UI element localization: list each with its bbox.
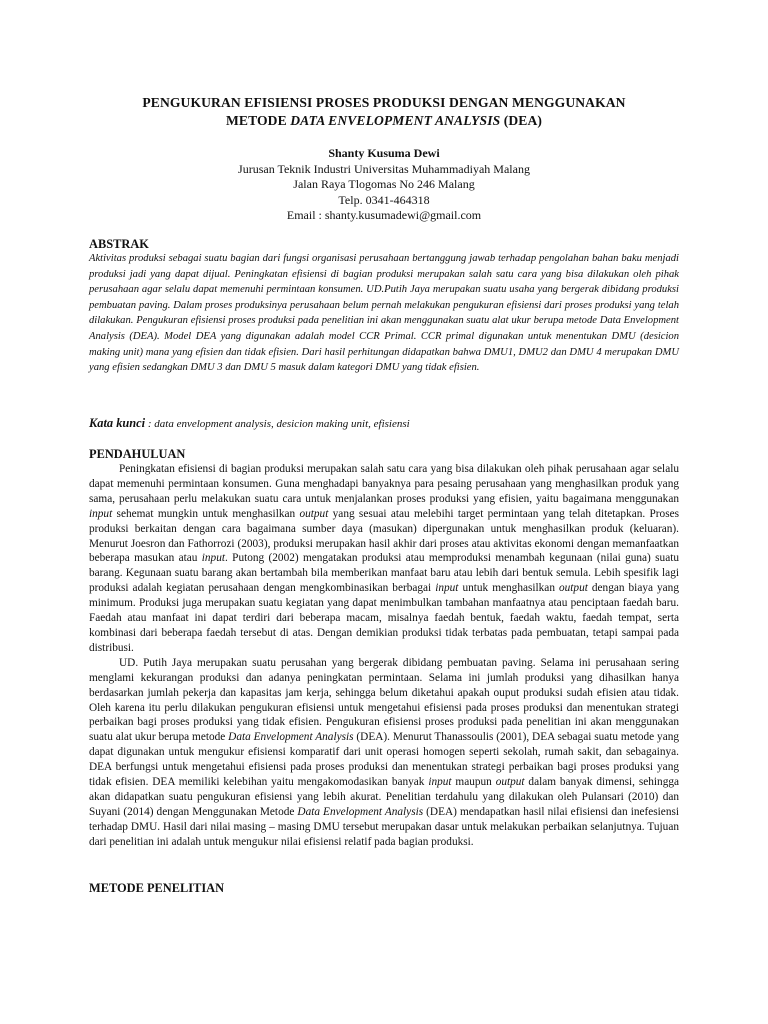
keywords	[89, 416, 679, 432]
paper-title	[60, 94, 708, 130]
introduction-heading: PENDAHULUAN	[89, 447, 186, 461]
keywords-value: : data envelopment analysis, desicion making unit, efisiensi	[145, 418, 410, 430]
abstract-text: Aktivitas produksi sebagai suatu bagian dari fungsi organisasi perusahaan bertanggung jawab terhadap pengolahan bahan baku menjadi produksi jadi yang dapat dijual. Peningkatan efisiensi di bagian produksi merupakan salah satu cara yang bisa dilakukan oleh pihak perusahaan agar selalu dapat memenuhi permintaan konsumen. UD.Putih Jaya merupakan suatu usaha yang bergerak dibidang produksi pembuatan paving. Dalam proses produksinya perusahaan belum pernah melakukan pengukuran efisiensi dari proses produksi yang telah dilakukan. Pengukuran efisiensi proses produksi pada penelitian ini akan menggunakan suatu alat ukur berupa metode Data Envelopment Analysis (DEA). Model DEA yang digunakan adalah model CCR Primal. CCR primal digunakan untuk menentukan DMU (desicion making unit) mana yang efisien dan tidak efisien. Dari hasil perhitungan didapatkan bahwa DMU1, DMU2 dan DMU 4 merupakan DMU yang efisien sedangkan DMU 3 dan DMU 5 masuk dalam kategori DMU yang tidak efisien.	[89, 253, 679, 374]
abstract-heading: ABSTRAK	[89, 237, 149, 251]
author-name: Shanty Kusuma Dewi	[328, 146, 440, 160]
author-phone: Telp. 0341-464318	[338, 192, 430, 207]
author-affiliation: Jurusan Teknik Industri Universitas Muhammadiyah Malang	[238, 161, 530, 176]
introduction-body	[89, 462, 679, 850]
author-block	[60, 146, 708, 224]
title-line-2: METODE DATA ENVELOPMENT ANALYSIS (DEA)	[225, 113, 543, 128]
introduction-paragraph-2: UD. Putih Jaya merupakan suatu perusahan yang bergerak dibidang pembuatan paving. Selama ini perusahaan sering menglami kekurangan produksi dan adanya peningkatan permintaan. Selama ini jumlah produksi yang dihasilkan hanya berdasarkan jumlah pekerja dan kapasitas jam kerja, sehingga belum diketahui apakah ouput produksi sudah efisien atau tidak. Oleh karena itu perlu dilakukan pengukuran efisiensi untuk mengetahui efisiensi pada proses produksi dan menentukan strategi perbaikan bagi proses produksi yang tidak efisien. Pengukuran efisiensi proses produksi pada penelitian ini akan menggunakan suatu alat ukur berupa metode Data Envelopment Analysis (DEA). Menurut Thanassoulis (2001), DEA sebagai suatu metode yang dapat digunakan untuk mengukur efisiensi komparatif dari unit operasi homogen seperti sekolah, rumah sakit, dan sebagainya. DEA berfungsi untuk mengetahui efisiensi pada proses produksi dan menentukan strategi perbaikan bagi proses produksi yang tidak efisien. DEA memiliki kelebihan yaitu mengakomodasikan banyak input maupun output dalam banyak dimensi, sehingga akan didapatkan suatu pengukuran efisiensi yang lebih akurat. Penelitian terdahulu yang dilakukan oleh Pulansari (2010) dan Suyani (2014) dengan Menggunakan Metode Data Envelopment Analysis (DEA) mendapatkan hasil nilai efisiensi dan inefesiensi terhadap DMU. Hasil dari nilai masing – masing DMU tersebut merupakan dasar untuk melakukan perbaikan selanjutnya. Tujuan dari penelitian ini adalah untuk mengukur nilai efisiensi relatif pada bagian produksi.	[89, 656, 680, 848]
methods-heading: METODE PENELITIAN	[89, 881, 225, 895]
author-email: Email : shanty.kusumadewi@gmail.com	[286, 208, 482, 222]
author-address: Jalan Raya Tlogomas No 246 Malang	[293, 177, 475, 191]
introduction-paragraph-1: Peningkatan efisiensi di bagian produksi merupakan salah satu cara yang bisa dilakukan oleh pihak perusahaan agar selalu dapat memenuhi permintaan konsumen. Guna menghadapi banyaknya para pesaing perusahaan yang menghasilkan produk yang sama, perusahaan perlu melakukan suatu cara untuk menjalankan proses produksi yang efisien, yaitu bagaimana menggunakan input sehemat mungkin untuk menghasilkan output yang sesuai atau melebihi target permintaan yang telah ditetapkan. Proses produksi berkaitan dengan cara bagaimana sumber daya (masukan) dipergunakan untuk menghasilkan produk (keluaran). Menurut Joesron dan Fathorrozi (2003), produksi merupakan hasil akhir dari proses atau aktivitas ekonomi dengan memanfaatkan beberapa masukan atau input. Putong (2002) mengatakan produksi atau memproduksi menambah kegunaan (nilai guna) suatu barang. Kegunaan suatu barang akan bertambah bila memberikan manfaat baru atau lebih dari bentuk semula. Lebih spesifik lagi produksi adalah kegiatan perusahaan dengan mengkombinasikan berbagai input untuk menghasilkan output dengan biaya yang minimum. Produksi juga merupakan suatu kegiatan yang dapat menimbulkan tambahan manfaatnya atau penciptaan faedah baru. Faedah atau manfaat ini dapat terdiri dari beberapa macam, misalnya faedah bentuk, faedah waktu, faedah tempat, serta kombinasi dari beberapa faedah tersebut di atas. Dengan demikian produksi tidak terbatas pada pembuatan, tetapi sampai pada distribusi.	[89, 463, 679, 654]
keywords-label: Kata kunci	[89, 416, 146, 430]
title-line-1: PENGUKURAN EFISIENSI PROSES PRODUKSI DENGAN MENGGUNAKAN	[142, 95, 626, 110]
